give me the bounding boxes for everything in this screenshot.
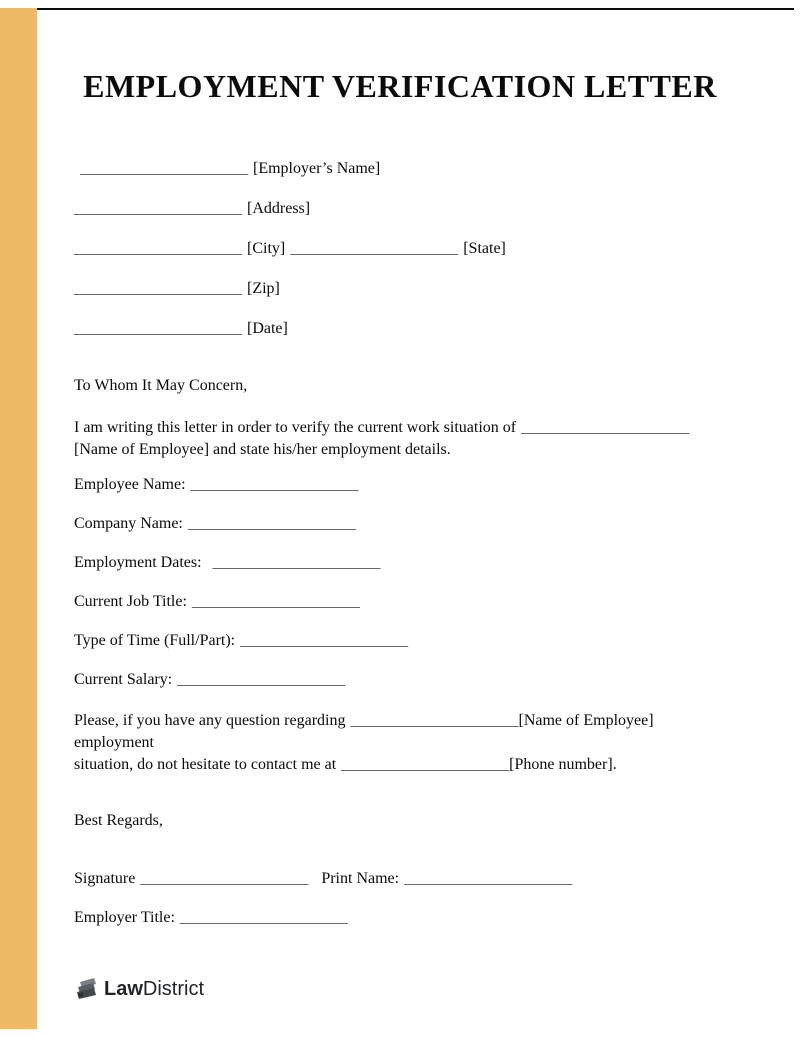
city-label: [City] bbox=[247, 240, 286, 257]
employer-name-blank: _____________________ bbox=[80, 160, 248, 177]
address-block bbox=[74, 160, 726, 337]
document-title: EMPLOYMENT VERIFICATION LETTER bbox=[83, 68, 717, 104]
closing-text-2b: [Phone number]. bbox=[509, 756, 617, 773]
intro-line-1 bbox=[74, 417, 726, 439]
closing-blank-1: _____________________ bbox=[350, 712, 519, 729]
current-salary-field-label: Current Salary: bbox=[74, 671, 173, 688]
intro-paragraph bbox=[74, 417, 726, 461]
employee-name-field-label: Employee Name: bbox=[74, 476, 186, 493]
address-label: [Address] bbox=[247, 200, 311, 217]
company-name-field-label: Company Name: bbox=[74, 515, 183, 532]
current-salary-field-blank: _____________________ bbox=[177, 671, 346, 688]
signature-label: Signature bbox=[74, 870, 136, 887]
current-job-title-field-label: Current Job Title: bbox=[74, 593, 187, 610]
lawdistrict-logo-icon bbox=[74, 976, 104, 1002]
valediction: Best Regards, bbox=[74, 812, 163, 829]
address-line bbox=[74, 200, 726, 217]
employer-name-line bbox=[74, 160, 726, 177]
date-line bbox=[74, 320, 726, 337]
employer-title-row bbox=[74, 909, 726, 926]
company-name-field bbox=[74, 515, 726, 532]
type-of-time-field-label: Type of Time (Full/Part): bbox=[74, 632, 236, 649]
closing-line-2 bbox=[74, 754, 726, 776]
closing-text-2: situation, do not hesitate to contact me at bbox=[74, 756, 337, 773]
date-blank: _____________________ bbox=[74, 320, 242, 337]
closing-paragraph bbox=[74, 710, 726, 776]
employer-title-label: Employer Title: bbox=[74, 909, 175, 926]
employment-dates-field-label: Employment Dates: bbox=[74, 554, 202, 571]
salutation: To Whom It May Concern, bbox=[74, 377, 248, 394]
city-blank: _____________________ bbox=[74, 240, 242, 257]
print-name-blank: _____________________ bbox=[404, 870, 573, 887]
left-accent-stripe bbox=[0, 8, 37, 1029]
address-blank: _____________________ bbox=[74, 200, 242, 217]
signature-blank: _____________________ bbox=[140, 870, 309, 887]
logo-text-law: Law bbox=[104, 977, 143, 1000]
letter-page bbox=[74, 0, 726, 1002]
print-name-label: Print Name: bbox=[321, 870, 400, 887]
closing-text-1b: [Name of Employee] employment bbox=[74, 712, 654, 751]
company-name-field-blank: _____________________ bbox=[187, 515, 356, 532]
closing-blank-2: _____________________ bbox=[341, 756, 510, 773]
employee-name-field bbox=[74, 476, 726, 493]
date-label: [Date] bbox=[247, 320, 288, 337]
closing-text-1: Please, if you have any question regarding bbox=[74, 712, 346, 729]
employee-name-inline-blank: _____________________ bbox=[521, 419, 690, 436]
intro-text-1: I am writing this letter in order to verify the current work situation of bbox=[74, 419, 517, 436]
zip-line bbox=[74, 280, 726, 297]
employer-title-blank: _____________________ bbox=[179, 909, 348, 926]
zip-label: [Zip] bbox=[247, 280, 280, 297]
current-job-title-field-blank: _____________________ bbox=[191, 593, 360, 610]
state-blank: _____________________ bbox=[290, 240, 459, 257]
logo-text-district: District bbox=[142, 977, 205, 1000]
employee-name-field-blank: _____________________ bbox=[190, 476, 359, 493]
type-of-time-field bbox=[74, 632, 726, 649]
signature-row bbox=[74, 870, 726, 887]
employment-details-fields bbox=[74, 476, 726, 688]
zip-blank: _____________________ bbox=[74, 280, 242, 297]
city-state-line bbox=[74, 240, 726, 257]
current-job-title-field bbox=[74, 593, 726, 610]
closing-line-1 bbox=[74, 710, 726, 754]
employment-dates-field bbox=[74, 554, 726, 571]
state-label: [State] bbox=[463, 240, 506, 257]
employer-name-label: [Employer’s Name] bbox=[253, 160, 381, 177]
type-of-time-field-blank: _____________________ bbox=[240, 632, 409, 649]
employment-dates-field-blank: _____________________ bbox=[212, 554, 381, 571]
lawdistrict-logo bbox=[74, 976, 726, 1002]
current-salary-field bbox=[74, 671, 726, 688]
intro-line-2: [Name of Employee] and state his/her employment details. bbox=[74, 441, 451, 458]
